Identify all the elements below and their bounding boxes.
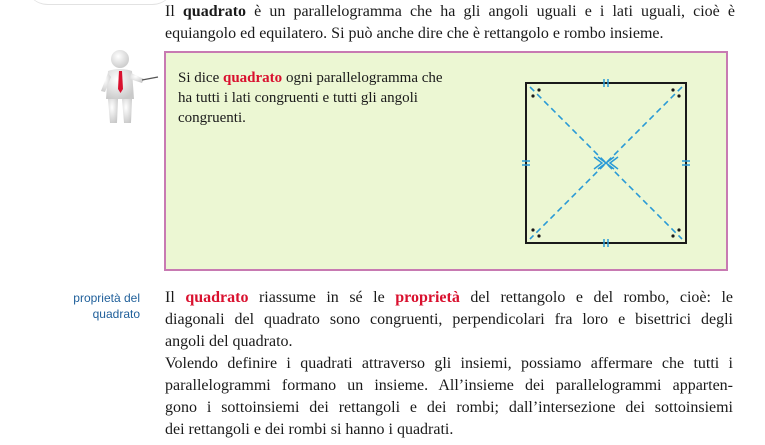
intro-paragraph: [165, 1, 735, 45]
definition-line-3: congruenti.: [178, 110, 246, 126]
decorative-arc: [25, 0, 175, 5]
properties-paragraph: [165, 287, 733, 441]
definition-text-part: Si dice: [178, 70, 223, 86]
body-line-2: diagonali del quadrato sono congruenti, perpendicolari fra loro e bisettrici degli: [165, 311, 733, 328]
intro-bold-term: quadrato: [182, 3, 247, 20]
body-text-part: del rettangolo e del rombo, cioè: le: [459, 289, 734, 306]
definition-line-2: ha tutti i lati congruenti e tutti gli angoli: [178, 90, 418, 106]
body-line-4: Volendo definire i quadrati attraverso gli insiemi, possiamo affermare che tutti i: [165, 355, 733, 372]
body-line-6: gono i sottoinsiemi dei rettangoli e dei rombi; dall’intersezione dei sottoinsiemi: [165, 399, 733, 416]
body-line-7: dei rettangoli e dei rombi si hanno i quadrati.: [165, 421, 454, 438]
definition-text: [178, 68, 478, 128]
intro-text: è un parallelogramma che ha gli angoli uguali e i lati uguali, cioè è: [246, 3, 735, 20]
margin-label-line-2: quadrato: [92, 307, 140, 321]
center-angle-marks: [594, 157, 618, 169]
body-line-1: [165, 287, 733, 309]
body-text-part: Il: [165, 289, 186, 306]
body-highlight-proprieta: proprietà: [395, 289, 460, 306]
margin-label: [40, 290, 140, 322]
margin-label-line-1: proprietà del: [73, 291, 140, 305]
definition-box: [164, 51, 728, 271]
presenter-figure-icon: [96, 49, 160, 125]
body-highlight-quadrato: quadrato: [185, 289, 249, 306]
intro-line-1: [165, 1, 735, 23]
definition-highlight-term: quadrato: [223, 70, 283, 86]
square-diagram: [521, 78, 691, 248]
definition-text-part: ogni parallelogramma che: [282, 70, 443, 86]
body-line-5: parallelogrammi formano un insieme. All’insieme dei parallelogrammi apparten-: [165, 377, 733, 394]
body-text-part: riassume in sé le: [248, 289, 396, 306]
intro-line-2: equiangolo ed equilatero. Si può anche dire che è rettangolo e rombo insieme.: [165, 25, 664, 42]
definition-line-1: [178, 68, 478, 88]
body-line-3: angoli del quadrato.: [165, 333, 293, 350]
intro-text: Il: [165, 3, 183, 20]
